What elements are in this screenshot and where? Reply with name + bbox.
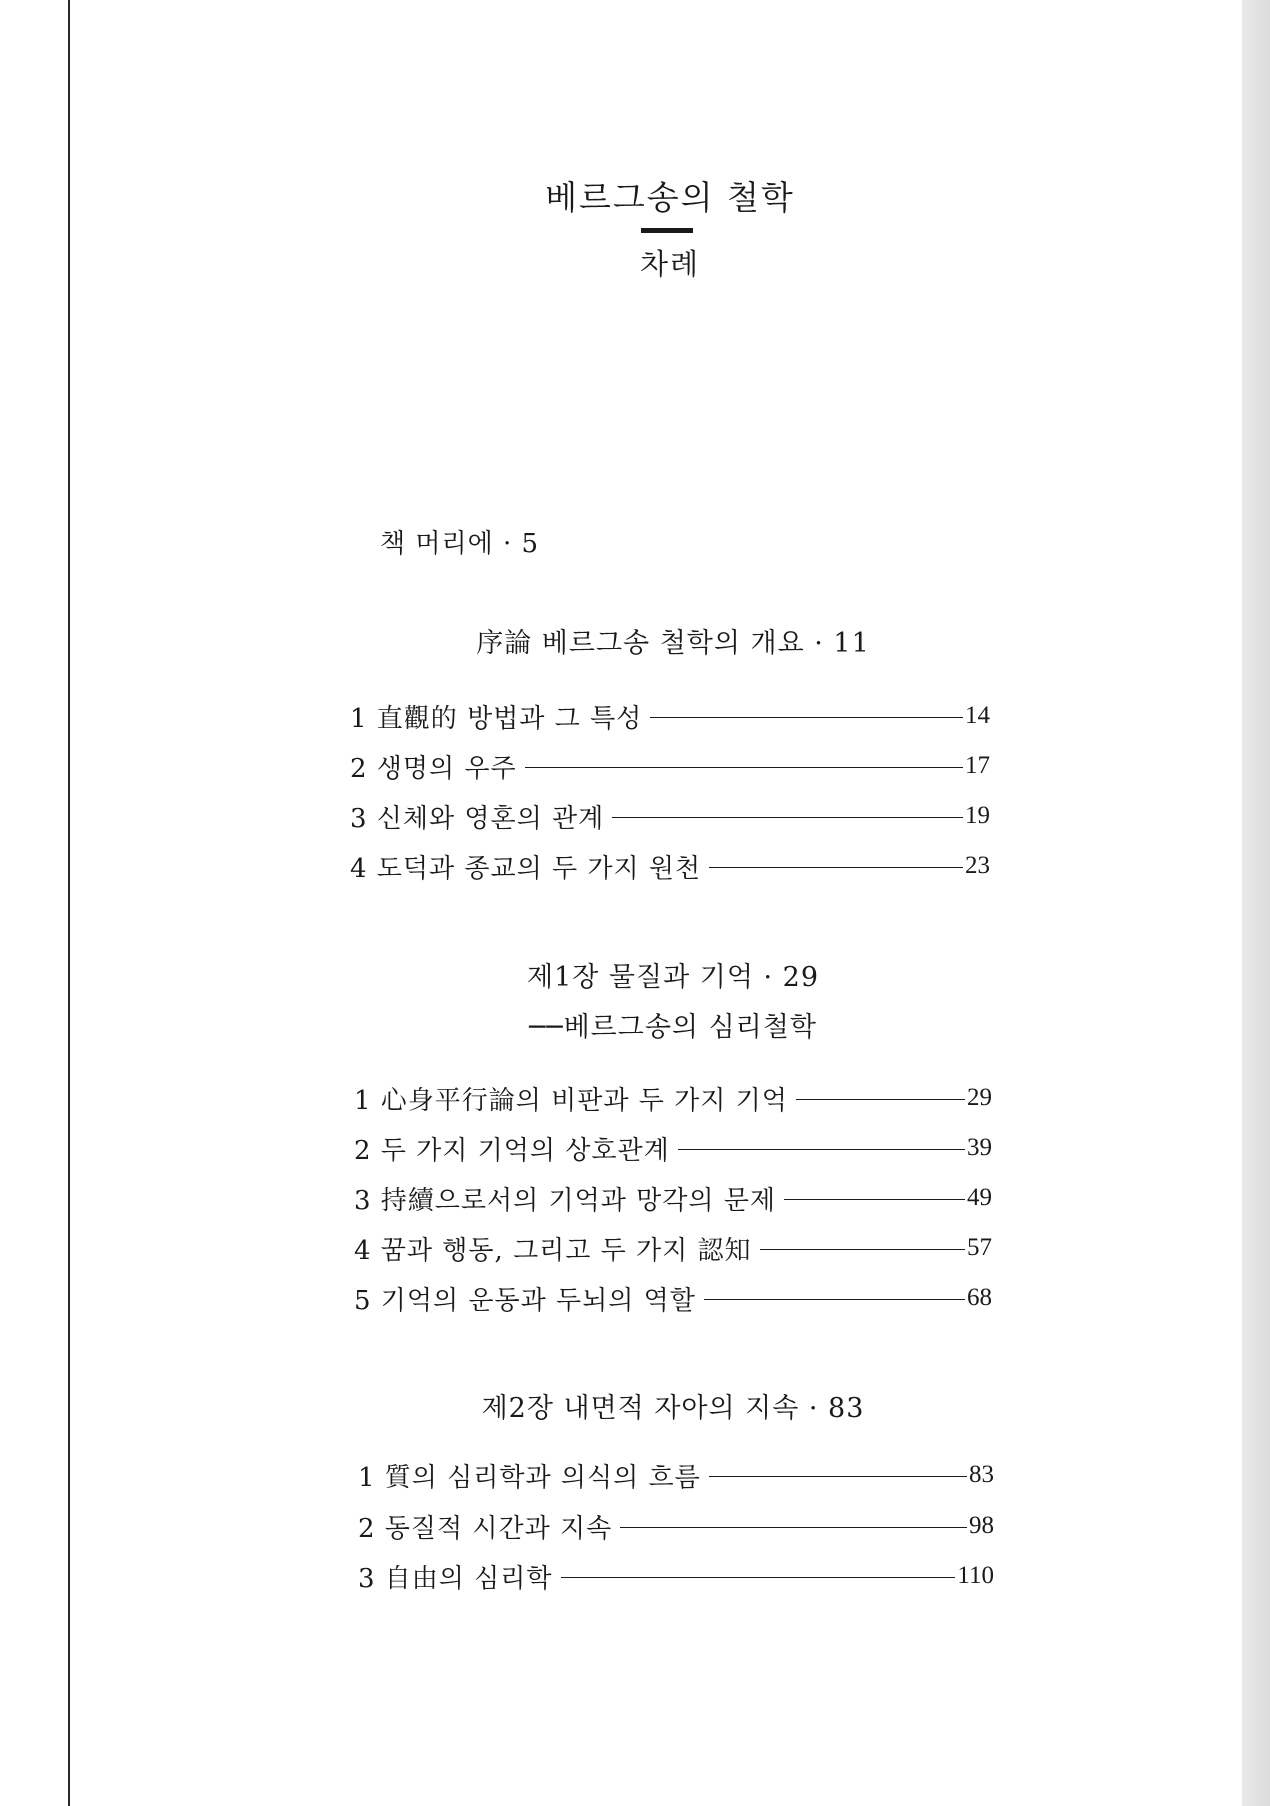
toc-leader-line — [709, 1476, 967, 1477]
toc-entry-page: 49 — [967, 1184, 992, 1211]
toc-entry-label: 3 自由의 심리학 — [358, 1563, 553, 1594]
contents-heading: 차례 — [639, 247, 701, 281]
toc-entry[interactable] — [354, 1231, 992, 1265]
section-heading-chapter-2: 제2장 내면적 자아의 지속 · 83 — [481, 1393, 865, 1424]
toc-entry-page: 17 — [965, 752, 990, 779]
toc-entry-page: 57 — [967, 1234, 992, 1261]
toc-entry[interactable] — [354, 1281, 992, 1315]
toc-entry-page: 14 — [965, 702, 990, 729]
toc-entry[interactable] — [350, 749, 990, 783]
toc-entry[interactable] — [354, 1181, 992, 1215]
toc-entry-page: 68 — [967, 1284, 992, 1311]
toc-leader-line — [525, 767, 963, 768]
toc-entry-page: 39 — [967, 1134, 992, 1161]
toc-entry-page: 83 — [969, 1461, 994, 1488]
section-heading-chapter-1: 제1장 물질과 기억 · 29 — [526, 962, 820, 993]
toc-entry-label: 2 동질적 시간과 지속 — [358, 1513, 613, 1544]
toc-leader-line — [784, 1199, 965, 1200]
section-heading-intro: 序論 베르그송 철학의 개요 · 11 — [476, 628, 870, 659]
toc-entry[interactable] — [358, 1458, 994, 1492]
toc-entry[interactable] — [354, 1081, 992, 1115]
toc-entry-label: 1 心身平行論의 비판과 두 가지 기억 — [354, 1085, 788, 1116]
toc-entry-label: 1 直觀的 방법과 그 특성 — [350, 703, 643, 734]
toc-entry-page: 23 — [965, 852, 990, 879]
toc-entry[interactable] — [358, 1509, 994, 1543]
toc-leader-line — [561, 1577, 956, 1578]
toc-entry-label: 2 두 가지 기억의 상호관계 — [354, 1135, 670, 1166]
toc-entry[interactable] — [350, 799, 990, 833]
toc-entry[interactable] — [350, 849, 990, 883]
section-subheading-chapter-1: ──베르그송의 심리철학 — [529, 1012, 817, 1043]
toc-entry[interactable] — [354, 1131, 992, 1165]
toc-leader-line — [612, 817, 963, 818]
toc-entry-page: 29 — [967, 1084, 992, 1111]
toc-entry-page: 98 — [969, 1512, 994, 1539]
toc-leader-line — [760, 1249, 965, 1250]
toc-entry-page: 110 — [957, 1562, 994, 1589]
toc-preface: 책 머리에 · 5 — [380, 529, 540, 559]
toc-leader-line — [709, 867, 963, 868]
toc-leader-line — [796, 1099, 965, 1100]
toc-entry-page: 19 — [965, 802, 990, 829]
toc-entry[interactable] — [350, 699, 990, 733]
toc-entry-label: 1 質의 심리학과 의식의 흐름 — [358, 1462, 701, 1493]
book-title: 베르그송의 철학 — [545, 178, 795, 217]
toc-entry-label: 5 기억의 운동과 두뇌의 역할 — [354, 1285, 696, 1316]
toc-entry-label: 4 꿈과 행동, 그리고 두 가지 認知 — [354, 1235, 752, 1266]
toc-entry-label: 4 도덕과 종교의 두 가지 원천 — [350, 853, 702, 884]
toc-entry-label: 3 신체와 영혼의 관계 — [350, 803, 605, 834]
toc-leader-line — [678, 1149, 965, 1150]
toc-entry[interactable] — [358, 1559, 994, 1593]
toc-leader-line — [620, 1527, 967, 1528]
toc-entry-label: 3 持續으로서의 기억과 망각의 문제 — [354, 1185, 776, 1216]
title-underline — [641, 228, 693, 233]
toc-leader-line — [650, 717, 963, 718]
toc-entry-label: 2 생명의 우주 — [350, 753, 517, 784]
toc-leader-line — [704, 1299, 965, 1300]
